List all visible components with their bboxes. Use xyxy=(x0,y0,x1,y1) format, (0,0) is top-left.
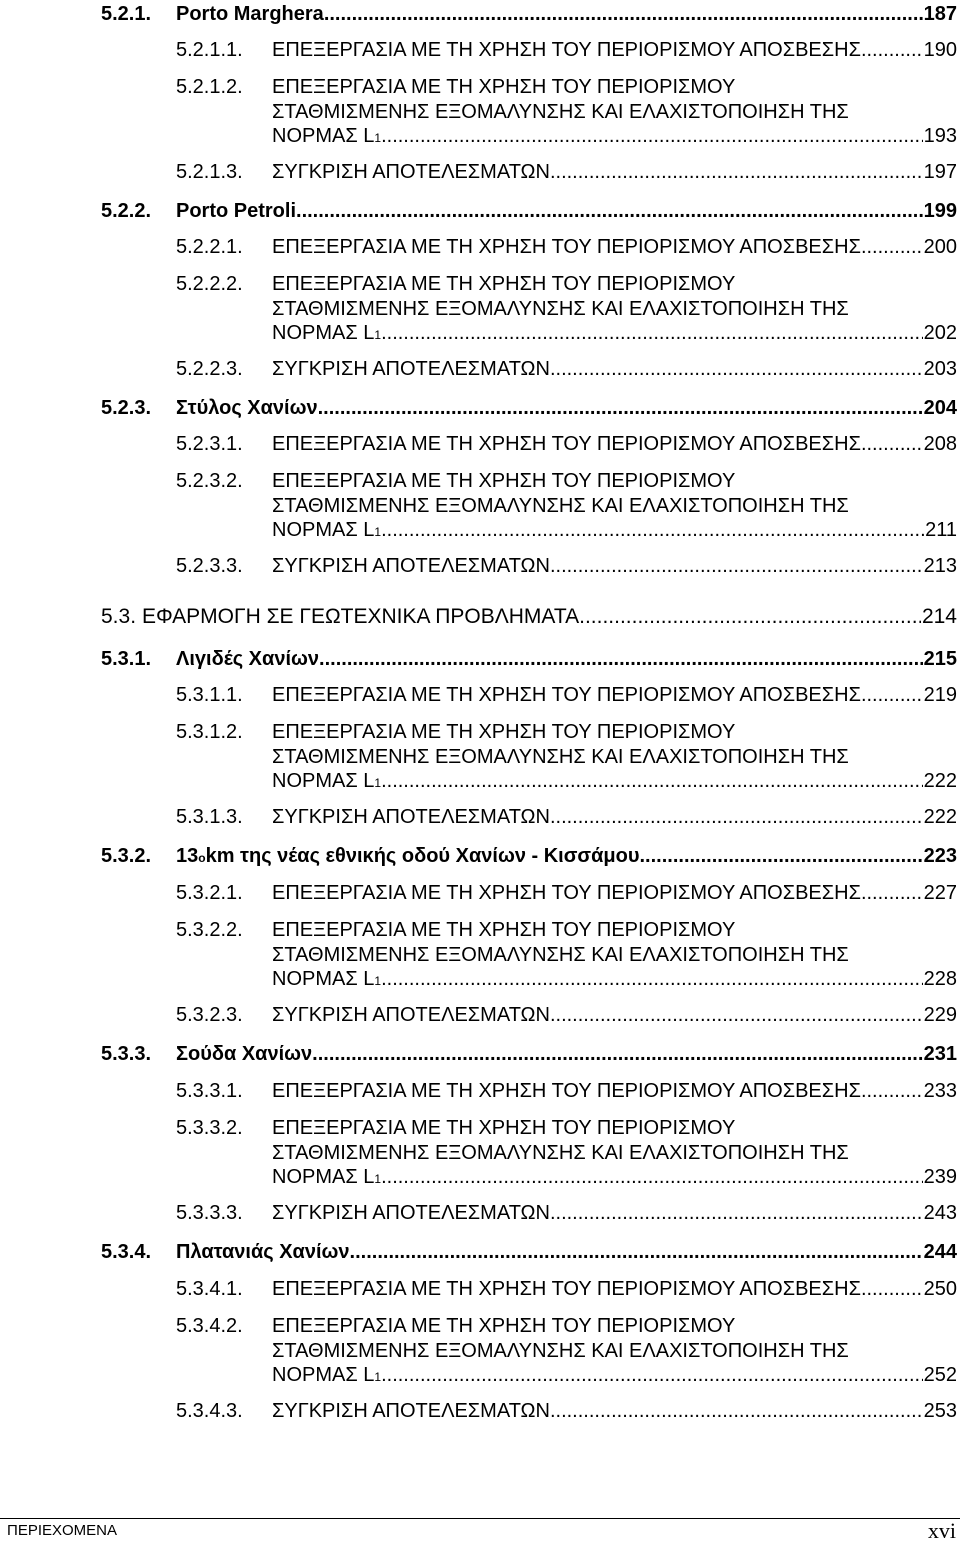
toc-entry-page: 222 xyxy=(923,770,957,792)
toc-entry-number: 5.3.1. xyxy=(101,648,152,670)
toc-entry-title xyxy=(272,432,957,457)
dot-leader xyxy=(579,605,921,629)
toc-entry-title-line: ΕΠΕΞΕΡΓΑΣΙΑ ΜΕ ΤΗ ΧΡΗΣΗ ΤΟΥ ΠΕΡΙΟΡΙΣΜΟΥ xyxy=(272,76,736,98)
toc-entry-title-line: ΕΦΑΡΜΟΓΗ ΣΕ ΓΕΩΤΕΧΝΙΚΑ ΠΡΟΒΛΗΜΑΤΑ xyxy=(142,605,580,628)
dot-leader xyxy=(861,38,923,62)
toc-entry-page: 204 xyxy=(923,397,957,419)
toc-entry-title xyxy=(272,683,957,708)
toc-entry-title-line: ΕΠΕΞΕΡΓΑΣΙΑ ΜΕ ΤΗ ΧΡΗΣΗ ΤΟΥ ΠΕΡΙΟΡΙΣΜΟΥ xyxy=(272,273,736,295)
toc-entry-title-line: ΣΤΑΘΜΙΣΜΕΝΗΣ ΕΞΟΜΑΛΥΝΣΗΣ ΚΑΙ ΕΛΑΧΙΣΤΟΠΟΙΗΣΗ ΤΗΣ xyxy=(272,494,849,517)
toc-entry-title-line: ΕΠΕΞΕΡΓΑΣΙΑ ΜΕ ΤΗ ΧΡΗΣΗ ΤΟΥ ΠΕΡΙΟΡΙΣΜΟΥ ΑΠΟΣΒΕΣΗΣ xyxy=(272,1080,861,1102)
dot-leader xyxy=(550,160,923,184)
toc-entry-title-line: ΝΟΡΜΑΣ L xyxy=(272,125,375,147)
dot-leader xyxy=(861,1277,923,1301)
toc-entry-title-line: ΕΠΕΞΕΡΓΑΣΙΑ ΜΕ ΤΗ ΧΡΗΣΗ ΤΟΥ ΠΕΡΙΟΡΙΣΜΟΥ ΑΠΟΣΒΕΣΗΣ xyxy=(272,1278,861,1300)
toc-entry-page: 243 xyxy=(923,1202,957,1224)
toc-entry-title-line: ΣΤΑΘΜΙΣΜΕΝΗΣ ΕΞΟΜΑΛΥΝΣΗΣ ΚΑΙ ΕΛΑΧΙΣΤΟΠΟΙΗΣΗ ΤΗΣ xyxy=(272,943,849,966)
toc-entry-title-line: ΣΤΑΘΜΙΣΜΕΝΗΣ ΕΞΟΜΑΛΥΝΣΗΣ ΚΑΙ ΕΛΑΧΙΣΤΟΠΟΙΗΣΗ ΤΗΣ xyxy=(272,1141,849,1164)
toc-entry-title-line: ΝΟΡΜΑΣ L xyxy=(272,1166,375,1188)
toc-entry-title-line: Porto Petroli xyxy=(176,200,297,222)
toc-entry-page: 223 xyxy=(923,845,957,867)
toc-entry-page: 211 xyxy=(925,519,957,541)
dot-leader xyxy=(318,396,923,420)
toc-entry-number: 5.3.2.3. xyxy=(176,1004,243,1026)
toc-entry-title-line: ΣΤΑΘΜΙΣΜΕΝΗΣ ΕΞΟΜΑΛΥΝΣΗΣ ΚΑΙ ΕΛΑΧΙΣΤΟΠΟΙΗΣΗ ΤΗΣ xyxy=(272,1339,849,1362)
toc-entry-number: 5.3.2.2. xyxy=(176,919,243,941)
toc-entry-title xyxy=(272,1079,957,1104)
dot-leader xyxy=(550,357,923,381)
toc-entry-number: 5.3.4.3. xyxy=(176,1400,243,1422)
toc-entry-title xyxy=(272,38,957,63)
dot-leader xyxy=(550,1399,923,1423)
toc-entry-title-line: ΝΟΡΜΑΣ L xyxy=(272,322,375,344)
toc-entry-title: ΕΠΕΞΕΡΓΑΣΙΑ ΜΕ ΤΗ ΧΡΗΣΗ ΤΟΥ ΠΕΡΙΟΡΙΣΜΟΥ ΣΤΑΘΜΙΣΜΕΝΗΣ ΕΞΟΜΑΛΥΝΣΗΣ ΚΑΙ ΕΛΑΧΙΣΤΟΠΟΙΗΣΗ ΤΗΣ ΝΟΡΜΑΣ L 1 ..... 211 xyxy=(272,469,957,543)
toc-entry-title xyxy=(176,1042,957,1067)
toc-entry-title xyxy=(272,805,957,830)
toc-entry-title-line: ΕΠΕΞΕΡΓΑΣΙΑ ΜΕ ΤΗ ΧΡΗΣΗ ΤΟΥ ΠΕΡΙΟΡΙΣΜΟΥ ΑΠΟΣΒΕΣΗΣ xyxy=(272,433,861,455)
toc-entry-number: 5.3.4.1. xyxy=(176,1278,243,1300)
toc-entry-number: 5.2.2.1. xyxy=(176,236,243,258)
toc-entry-title-line: ΣΥΓΚΡΙΣΗ ΑΠΟΤΕΛΕΣΜΑΤΩΝ xyxy=(272,1202,550,1224)
toc-entry-title-line: ΣΤΑΘΜΙΣΜΕΝΗΣ ΕΞΟΜΑΛΥΝΣΗΣ ΚΑΙ ΕΛΑΧΙΣΤΟΠΟΙΗΣΗ ΤΗΣ xyxy=(272,297,849,320)
toc-entry-page: 253 xyxy=(923,1400,957,1422)
toc-entry-page: 228 xyxy=(923,968,957,990)
toc-entry-number: 5.2.1. xyxy=(101,3,152,25)
toc-entry-page: 239 xyxy=(923,1166,957,1188)
toc-entry-title-line: Πλατανιάς Χανίων xyxy=(176,1241,350,1263)
toc-entry-number: 5.3.4. xyxy=(101,1241,152,1263)
toc-entry-page: 197 xyxy=(923,161,957,183)
toc-entry-title-line: ΕΠΕΞΕΡΓΑΣΙΑ ΜΕ ΤΗ ΧΡΗΣΗ ΤΟΥ ΠΕΡΙΟΡΙΣΜΟΥ xyxy=(272,1315,736,1337)
toc-entry-number: 5.3.3. xyxy=(101,1043,152,1065)
toc-entry-page: 190 xyxy=(923,39,957,61)
toc-entry-number: 5.3.1.2. xyxy=(176,721,243,743)
toc-entry-title: ΕΠΕΞΕΡΓΑΣΙΑ ΜΕ ΤΗ ΧΡΗΣΗ ΤΟΥ ΠΕΡΙΟΡΙΣΜΟΥ ΣΤΑΘΜΙΣΜΕΝΗΣ ΕΞΟΜΑΛΥΝΣΗΣ ΚΑΙ ΕΛΑΧΙΣΤΟΠΟΙΗΣΗ ΤΗΣ ΝΟΡΜΑΣ L 1 ..... 193 xyxy=(272,75,957,149)
toc-entry-title xyxy=(272,235,957,260)
toc-entry-title-line: ΣΥΓΚΡΙΣΗ ΑΠΟΤΕΛΕΣΜΑΤΩΝ xyxy=(272,161,550,183)
toc-entry-title xyxy=(272,1399,957,1424)
toc-entry-title-line: ΝΟΡΜΑΣ L xyxy=(272,519,375,541)
toc-entry-title-line: ΣΥΓΚΡΙΣΗ ΑΠΟΤΕΛΕΣΜΑΤΩΝ xyxy=(272,1400,550,1422)
toc-entry-number: 5.3. xyxy=(101,605,137,628)
toc-entry-title-line: ΣΥΓΚΡΙΣΗ ΑΠΟΤΕΛΕΣΜΑΤΩΝ xyxy=(272,358,550,380)
toc-entry-title: ΕΠΕΞΕΡΓΑΣΙΑ ΜΕ ΤΗ ΧΡΗΣΗ ΤΟΥ ΠΕΡΙΟΡΙΣΜΟΥ ΣΤΑΘΜΙΣΜΕΝΗΣ ΕΞΟΜΑΛΥΝΣΗΣ ΚΑΙ ΕΛΑΧΙΣΤΟΠΟΙΗΣΗ ΤΗΣ ΝΟΡΜΑΣ L 1 ..... 222 xyxy=(272,720,957,794)
dot-leader xyxy=(381,1363,923,1387)
footer-page-number: xvi xyxy=(927,1518,956,1543)
toc-entry-title xyxy=(176,1240,957,1265)
toc-entry-title-line: ΕΠΕΞΕΡΓΑΣΙΑ ΜΕ ΤΗ ΧΡΗΣΗ ΤΟΥ ΠΕΡΙΟΡΙΣΜΟΥ ΑΠΟΣΒΕΣΗΣ xyxy=(272,882,861,904)
toc-entry-title-line: ΕΠΕΞΕΡΓΑΣΙΑ ΜΕ ΤΗ ΧΡΗΣΗ ΤΟΥ ΠΕΡΙΟΡΙΣΜΟΥ xyxy=(272,919,736,941)
toc-entry-title xyxy=(176,647,957,672)
toc-entry-title-line: ΣΥΓΚΡΙΣΗ ΑΠΟΤΕΛΕΣΜΑΤΩΝ xyxy=(272,555,550,577)
toc-entry-title xyxy=(272,881,957,906)
toc-entry-title xyxy=(272,554,957,579)
toc-entry-title-line: ΕΠΕΞΕΡΓΑΣΙΑ ΜΕ ΤΗ ΧΡΗΣΗ ΤΟΥ ΠΕΡΙΟΡΙΣΜΟΥ ΑΠΟΣΒΕΣΗΣ xyxy=(272,684,861,706)
dot-leader xyxy=(550,805,923,829)
toc-entry-page: 199 xyxy=(923,200,957,222)
toc-entry-title-line: Λιγιδές Χανίων xyxy=(176,648,320,670)
dot-leader xyxy=(381,967,923,991)
dot-leader xyxy=(350,1240,923,1264)
toc-entry-title-line: ΕΠΕΞΕΡΓΑΣΙΑ ΜΕ ΤΗ ΧΡΗΣΗ ΤΟΥ ΠΕΡΙΟΡΙΣΜΟΥ xyxy=(272,721,736,743)
toc-entry-page: 202 xyxy=(923,322,957,344)
toc-entry-number: 5.3.1.3. xyxy=(176,806,243,828)
toc-entry-number: 5.3.1.1. xyxy=(176,684,243,706)
toc-entry-title: ΕΠΕΞΕΡΓΑΣΙΑ ΜΕ ΤΗ ΧΡΗΣΗ ΤΟΥ ΠΕΡΙΟΡΙΣΜΟΥ ΣΤΑΘΜΙΣΜΕΝΗΣ ΕΞΟΜΑΛΥΝΣΗΣ ΚΑΙ ΕΛΑΧΙΣΤΟΠΟΙΗΣΗ ΤΗΣ ΝΟΡΜΑΣ L 1 ..... 202 xyxy=(272,272,957,346)
dot-leader xyxy=(381,321,923,345)
toc-entry-page: 229 xyxy=(923,1004,957,1026)
toc-entry-number: 5.2.2. xyxy=(101,200,152,222)
toc-entry-title: ΕΠΕΞΕΡΓΑΣΙΑ ΜΕ ΤΗ ΧΡΗΣΗ ΤΟΥ ΠΕΡΙΟΡΙΣΜΟΥ ΣΤΑΘΜΙΣΜΕΝΗΣ ΕΞΟΜΑΛΥΝΣΗΣ ΚΑΙ ΕΛΑΧΙΣΤΟΠΟΙΗΣΗ ΤΗΣ ΝΟΡΜΑΣ L 1 ..... 252 xyxy=(272,1314,957,1388)
dot-leader xyxy=(861,235,923,259)
dot-leader xyxy=(319,647,923,671)
toc-entry-number: 5.3.3.3. xyxy=(176,1202,243,1224)
dot-leader xyxy=(312,1042,922,1066)
toc-entry-number: 5.2.1.2. xyxy=(176,76,243,98)
dot-leader xyxy=(550,1003,923,1027)
dot-leader xyxy=(550,554,923,578)
toc-entry-page: 233 xyxy=(923,1080,957,1102)
toc-entry-title-line: ΝΟΡΜΑΣ L xyxy=(272,1364,375,1386)
toc-entry-title xyxy=(272,1201,957,1226)
toc-entry-title: ΕΠΕΞΕΡΓΑΣΙΑ ΜΕ ΤΗ ΧΡΗΣΗ ΤΟΥ ΠΕΡΙΟΡΙΣΜΟΥ ΣΤΑΘΜΙΣΜΕΝΗΣ ΕΞΟΜΑΛΥΝΣΗΣ ΚΑΙ ΕΛΑΧΙΣΤΟΠΟΙΗΣΗ ΤΗΣ ΝΟΡΜΑΣ L 1 ..... 228 xyxy=(272,918,957,992)
toc-entry-page: 222 xyxy=(923,806,957,828)
toc-entry-page: 219 xyxy=(923,684,957,706)
toc-entry-page: 250 xyxy=(923,1278,957,1300)
toc-entry-page: 252 xyxy=(923,1364,957,1386)
toc-entry-page: 187 xyxy=(923,3,957,25)
toc-entry-page: 215 xyxy=(923,648,957,670)
toc-entry-title-line: ΣΥΓΚΡΙΣΗ ΑΠΟΤΕΛΕΣΜΑΤΩΝ xyxy=(272,806,550,828)
toc-entry-page: 213 xyxy=(923,555,957,577)
dot-leader xyxy=(381,769,923,793)
toc-entry-page: 200 xyxy=(923,236,957,258)
toc-entry-page: 214 xyxy=(921,605,957,628)
toc-entry-title-line: ΕΠΕΞΕΡΓΑΣΙΑ ΜΕ ΤΗ ΧΡΗΣΗ ΤΟΥ ΠΕΡΙΟΡΙΣΜΟΥ ΑΠΟΣΒΕΣΗΣ xyxy=(272,236,861,258)
toc-entry-number: 5.2.2.2. xyxy=(176,273,243,295)
toc-entry-title xyxy=(272,160,957,185)
dot-leader xyxy=(861,432,923,456)
toc-entry-title-line: 13 xyxy=(176,845,199,867)
toc-entry-title-line: Στύλος Χανίων xyxy=(176,397,318,419)
toc-entry-number: 5.2.1.3. xyxy=(176,161,243,183)
toc-entry-number: 5.3.3.1. xyxy=(176,1080,243,1102)
toc-entry-title-line: Σούδα Χανίων xyxy=(176,1043,313,1065)
toc-entry-title xyxy=(272,1277,957,1302)
dot-leader xyxy=(381,124,923,148)
toc-entry-title-line: ΕΠΕΞΕΡΓΑΣΙΑ ΜΕ ΤΗ ΧΡΗΣΗ ΤΟΥ ΠΕΡΙΟΡΙΣΜΟΥ xyxy=(272,470,736,492)
toc-entry-number: 5.3.3.2. xyxy=(176,1117,243,1139)
dot-leader xyxy=(296,199,923,223)
toc-entry-number: 5.2.3.2. xyxy=(176,470,243,492)
dot-leader xyxy=(550,1201,923,1225)
toc-entry-title xyxy=(176,2,957,27)
dot-leader xyxy=(861,881,923,905)
dot-leader xyxy=(861,1079,923,1103)
toc-entry-title-line: ΝΟΡΜΑΣ L xyxy=(272,968,375,990)
dot-leader xyxy=(324,2,923,26)
toc-entry-title xyxy=(142,605,957,630)
toc-entry-title-line: Porto Marghera xyxy=(176,3,324,25)
toc-entry-title-line: ΣΥΓΚΡΙΣΗ ΑΠΟΤΕΛΕΣΜΑΤΩΝ xyxy=(272,1004,550,1026)
toc-entry-page: 208 xyxy=(923,433,957,455)
toc-entry-page: 203 xyxy=(923,358,957,380)
toc-entry-title-line: ΣΤΑΘΜΙΣΜΕΝΗΣ ΕΞΟΜΑΛΥΝΣΗΣ ΚΑΙ ΕΛΑΧΙΣΤΟΠΟΙΗΣΗ ΤΗΣ xyxy=(272,745,849,768)
toc-entry-title-line: ΕΠΕΞΕΡΓΑΣΙΑ ΜΕ ΤΗ ΧΡΗΣΗ ΤΟΥ ΠΕΡΙΟΡΙΣΜΟΥ ΑΠΟΣΒΕΣΗΣ xyxy=(272,39,861,61)
footer-rule xyxy=(0,1518,960,1519)
toc-entry-page: 193 xyxy=(923,125,957,147)
toc-entry-number: 5.2.2.3. xyxy=(176,358,243,380)
dot-leader xyxy=(381,1165,923,1189)
toc-entry-page: 244 xyxy=(923,1241,957,1263)
toc-entry-number: 5.2.3. xyxy=(101,397,152,419)
toc-entry-number: 5.2.3.3. xyxy=(176,555,243,577)
toc-entry-page: 227 xyxy=(923,882,957,904)
toc-entry-title-line: ΝΟΡΜΑΣ L xyxy=(272,770,375,792)
toc-entry-title: ΕΠΕΞΕΡΓΑΣΙΑ ΜΕ ΤΗ ΧΡΗΣΗ ΤΟΥ ΠΕΡΙΟΡΙΣΜΟΥ ΣΤΑΘΜΙΣΜΕΝΗΣ ΕΞΟΜΑΛΥΝΣΗΣ ΚΑΙ ΕΛΑΧΙΣΤΟΠΟΙΗΣΗ ΤΗΣ ΝΟΡΜΑΣ L 1 ..... 239 xyxy=(272,1116,957,1190)
toc-entry-number: 5.3.2. xyxy=(101,845,152,867)
toc-entry-title: 13 ο km της νέας εθνικής οδού Χανίων - Κισσάμου ..... 223 xyxy=(176,844,957,869)
toc-entry-number: 5.2.3.1. xyxy=(176,433,243,455)
toc-entry-title xyxy=(176,199,957,224)
toc-entry-title-rest: km της νέας εθνικής οδού Χανίων - Κισσάμου xyxy=(205,845,640,867)
toc-entry-title xyxy=(272,1003,957,1028)
toc-entry-title xyxy=(176,396,957,421)
toc-entry-title xyxy=(272,357,957,382)
toc-entry-number: 5.3.4.2. xyxy=(176,1315,243,1337)
dot-leader xyxy=(861,683,923,707)
toc-entry-title-line: ΕΠΕΞΕΡΓΑΣΙΑ ΜΕ ΤΗ ΧΡΗΣΗ ΤΟΥ ΠΕΡΙΟΡΙΣΜΟΥ xyxy=(272,1117,736,1139)
footer-section-label: ΠΕΡΙΕΧΟΜΕΝΑ xyxy=(7,1522,118,1539)
toc-entry-title-line: ΣΤΑΘΜΙΣΜΕΝΗΣ ΕΞΟΜΑΛΥΝΣΗΣ ΚΑΙ ΕΛΑΧΙΣΤΟΠΟΙΗΣΗ ΤΗΣ xyxy=(272,100,849,123)
toc-entry-number: 5.2.1.1. xyxy=(176,39,243,61)
toc-entry-page: 231 xyxy=(923,1043,957,1065)
dot-leader xyxy=(381,518,924,542)
toc-entry-number: 5.3.2.1. xyxy=(176,882,243,904)
dot-leader xyxy=(639,844,922,868)
